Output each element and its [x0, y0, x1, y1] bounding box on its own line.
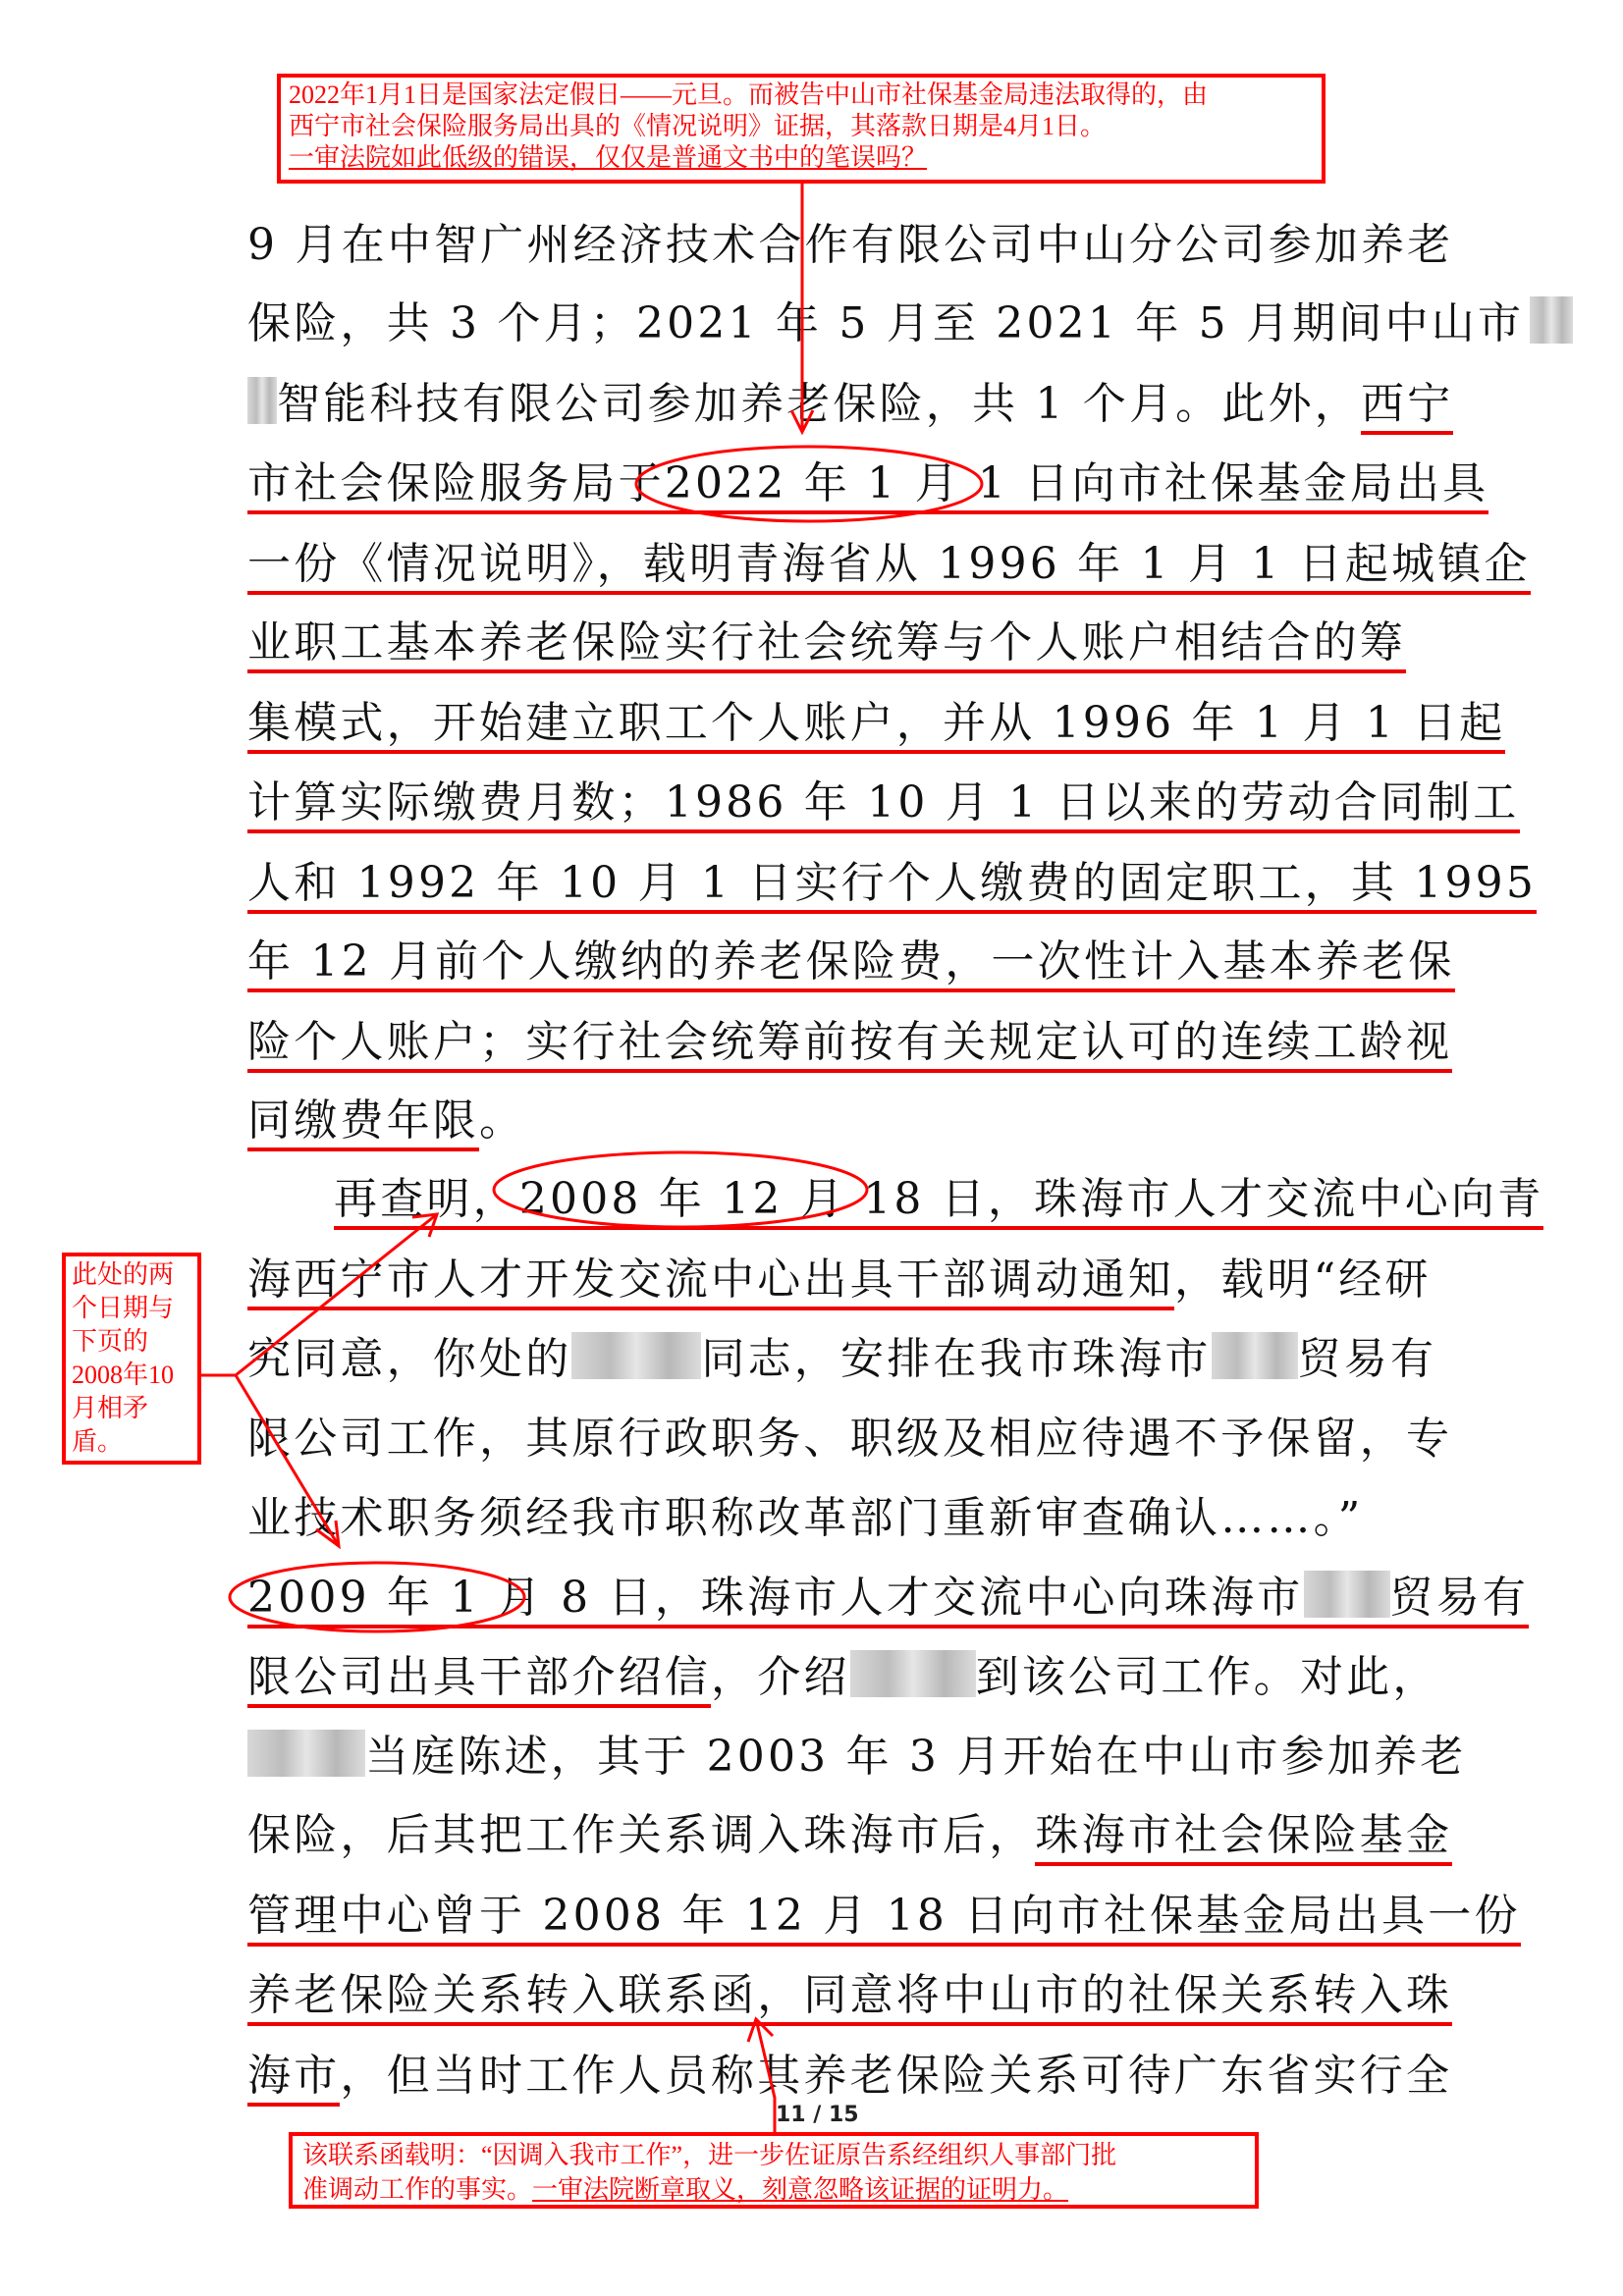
note-line: 西宁市社会保险服务局出具的《情况说明》证据，其落款日期是4月1日。 — [289, 112, 1107, 140]
note-line: 月相矛 — [72, 1394, 149, 1422]
body-text: ，珠海市人才交流中心向珠海市 — [654, 1573, 1304, 1623]
body-line-5 — [247, 535, 1531, 594]
body-text: ，但当时工作人员称其养老保险关系可待广东省实行全 — [340, 2051, 1453, 2101]
body-text: ，介绍 — [711, 1652, 850, 1702]
body-text: 当庭陈述，其于 2003 年 3 月开始在中山市参加养老 — [365, 1732, 1467, 1782]
body-text: 向市社保基金局出具 — [1071, 458, 1489, 508]
circled-date-2022: 2022 年 1 月 1 日 — [664, 458, 1072, 508]
body-line-11 — [247, 1013, 1453, 1072]
redacted-name — [247, 1730, 365, 1777]
highlighted-text — [247, 458, 1488, 514]
highlighted-text: 管理中心曾于 2008 年 12 月 18 日向市社保基金局出具一份 — [247, 1891, 1521, 1947]
body-line-1: 9 月在中智广州经济技术合作有限公司中山分公司参加养老 — [247, 220, 1454, 270]
body-line-16: 限公司工作，其原行政职务、职级及相应待遇不予保留，专 — [247, 1414, 1453, 1464]
highlighted-text: 养老保险关系转入联系函，同意将中山市的社保关系转入珠 — [247, 1970, 1452, 2026]
highlighted-text: 珠海市社会保险基金 — [1035, 1810, 1452, 1866]
highlighted-text — [334, 1174, 1543, 1230]
body-line-13 — [334, 1170, 1544, 1229]
body-text: 保险，后其把工作关系调入珠海市后， — [247, 1810, 1036, 1860]
body-text: 贸易有 — [1389, 1573, 1530, 1623]
body-text: 市社会保险服务局于 — [247, 458, 665, 508]
annotation-left-note — [62, 1253, 201, 1465]
note-text: 准调动工作的事实。 — [302, 2175, 533, 2204]
redacted-name — [1530, 296, 1573, 344]
body-line-15 — [247, 1330, 1437, 1389]
body-line-20 — [247, 1728, 1467, 1787]
highlighted-text: 同缴费年限 — [247, 1095, 479, 1151]
body-line-3 — [247, 375, 1454, 434]
note-line: 个日期与 — [72, 1294, 175, 1322]
note-text-underlined: 一审法院断章取义，刻意忽略该证据的证明力。 — [532, 2175, 1069, 2204]
note-line-underlined: 一审法院如此低级的错误，仅仅是普通文书中的笔误吗？ — [289, 143, 928, 172]
body-line-23 — [247, 1966, 1453, 2025]
body-line-22 — [247, 1887, 1521, 1946]
annotation-top-note — [277, 74, 1325, 184]
body-text: 究同意，你处的 — [247, 1334, 572, 1384]
body-text: 保险，共 3 个月；2021 年 5 月至 2021 年 5 月期间中山市 — [247, 298, 1525, 348]
body-text: 贸易有 — [1297, 1334, 1437, 1384]
note-line: 2022年1月1日是国家法定假日——元旦。而被告中山市社保基金局违法取得的，由 — [289, 80, 1209, 109]
redacted-name — [247, 377, 277, 424]
note-line: 该联系函载明：“因调入我市工作”，进一步佐证原告系经组织人事部门批 — [302, 2141, 1117, 2169]
highlighted-text: 限公司出具 — [247, 1652, 479, 1708]
body-text: 同志，安排在我市珠海市 — [701, 1334, 1212, 1384]
highlighted-text: 一份《情况说明》，载明青海省从 1996 年 1 月 1 日起城镇企 — [247, 539, 1531, 595]
body-text: 再查明， — [334, 1174, 519, 1224]
note-line: 2008年10 — [72, 1361, 175, 1389]
body-line-14 — [247, 1251, 1432, 1309]
body-text: 智能科技有限公司参加养老保险，共 1 个月。此外， — [277, 379, 1361, 429]
body-line-18 — [247, 1569, 1530, 1628]
highlighted-text: 海西宁市人才开发交流中心出具 — [247, 1255, 896, 1310]
note-line: 此处的两 — [72, 1260, 175, 1289]
body-text: ，珠海市人才交流中心向青 — [987, 1174, 1544, 1224]
highlighted-text: 险个人账户；实行社会统筹前按有关规定认可的连续工龄视 — [247, 1017, 1452, 1073]
circled-date-2009: 2009 年 1 月 8 日 — [247, 1573, 655, 1623]
body-line-12 — [247, 1092, 1381, 1150]
body-line-8 — [247, 774, 1520, 832]
redacted-name — [571, 1332, 701, 1379]
body-line-19 — [247, 1648, 1439, 1707]
body-line-7 — [247, 694, 1506, 753]
body-line-9 — [247, 854, 1538, 913]
body-line-21 — [247, 1806, 1453, 1865]
body-text: ，载明“经研 — [1174, 1255, 1432, 1305]
annotation-bottom-note — [289, 2132, 1259, 2209]
note-line — [302, 2172, 1245, 2207]
body-line-10 — [247, 933, 1455, 991]
redacted-company — [1212, 1332, 1298, 1379]
body-line-24 — [247, 2047, 1453, 2106]
note-line: 盾。 — [72, 1427, 124, 1456]
highlighted-text: 计算实际缴费月数；1986 年 10 月 1 日以来的劳动合同制工 — [247, 777, 1520, 833]
page-number: 11 / 15 — [776, 2103, 859, 2127]
body-text: 到该公司工作。对此， — [975, 1652, 1439, 1702]
highlighted-text: 干部调动通知 — [896, 1255, 1174, 1310]
body-text: 。 — [479, 1095, 526, 1146]
body-line-6 — [247, 614, 1406, 672]
body-line-17: 业技术职务须经我市职称改革部门重新审查确认……。” — [247, 1493, 1364, 1543]
redacted-company — [1304, 1571, 1390, 1618]
redacted-name — [850, 1650, 976, 1697]
note-line: 下页的 — [72, 1327, 149, 1356]
highlighted-text: 干部介绍信 — [479, 1652, 711, 1708]
highlighted-text: 业职工基本养老保险实行社会统筹与个人账户相结合的筹 — [247, 617, 1406, 673]
highlighted-text: 海市 — [247, 2051, 340, 2107]
highlighted-text: 年 12 月前个人缴纳的养老保险费，一次性计入基本养老保 — [247, 936, 1455, 992]
highlighted-text: 集模式，开始建立职工个人账户，并从 1996 年 1 月 1 日起 — [247, 698, 1505, 754]
body-line-2 — [247, 294, 1525, 353]
circled-date-2008: 2008 年 12 月 18 日 — [518, 1174, 988, 1224]
highlighted-text — [247, 1573, 1529, 1629]
highlighted-text: 人和 1992 年 10 月 1 日实行个人缴费的固定职工，其 1995 — [247, 858, 1537, 914]
body-line-4 — [247, 454, 1489, 513]
highlighted-text: 西宁 — [1361, 379, 1453, 435]
